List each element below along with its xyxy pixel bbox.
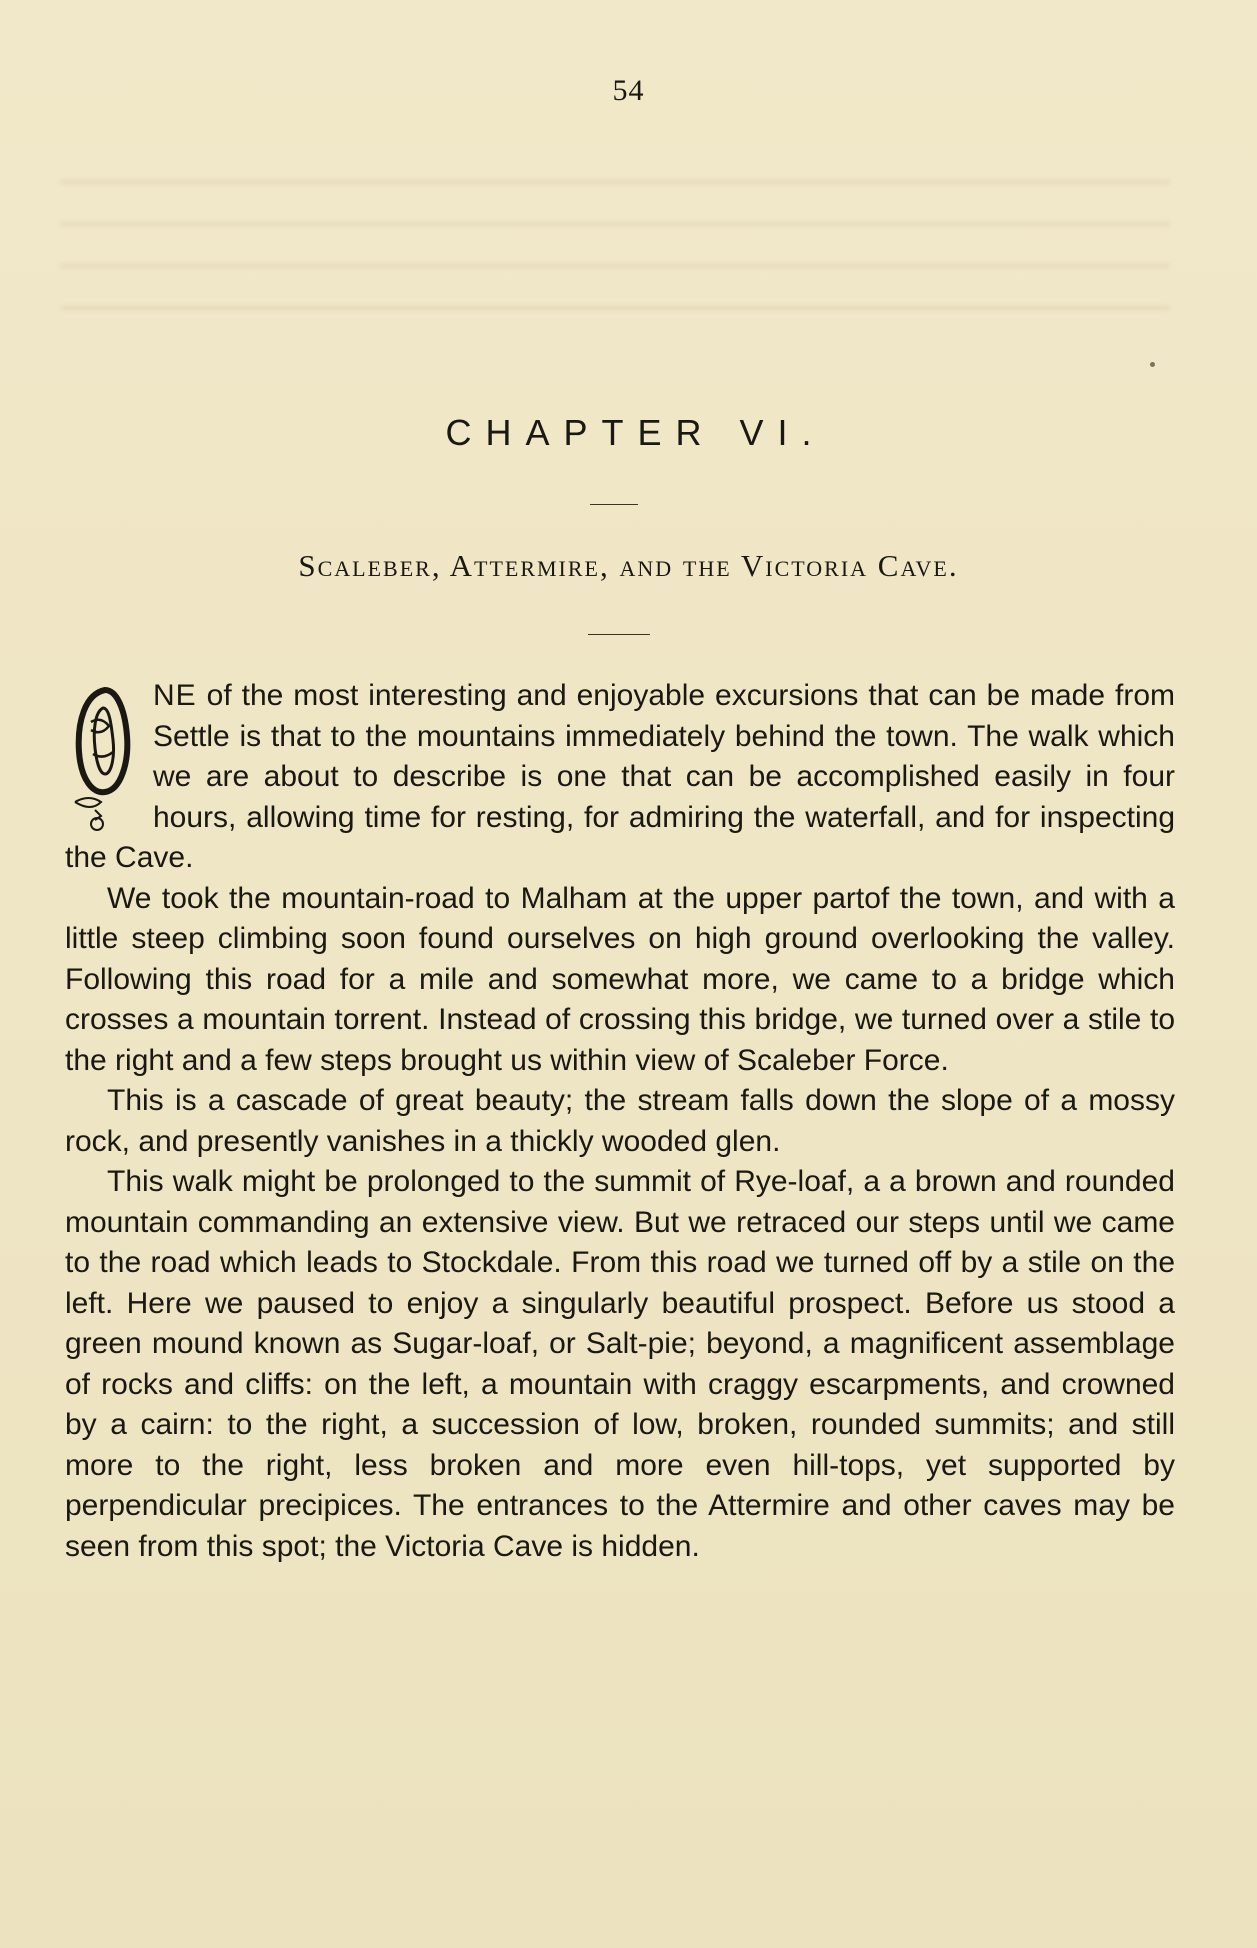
chapter-subtitle: Scaleber, Attermire, and the Victoria Cave.: [298, 548, 959, 583]
paragraph: [65, 676, 1175, 879]
chapter-title: CHAPTER VI.: [445, 412, 826, 453]
divider-rule: [588, 634, 650, 635]
paragraph-text: of the most interesting and enjoyable excursions that can be made from Settle is that to the mountains immediately behind the town. The walk which we are about to describe is one that can be accomplished easily in four hours, allowing time for resting, for admiring the waterfall, and for inspecting the Cave.: [65, 679, 1175, 874]
show-through-text: [60, 150, 1170, 320]
paragraph: We took the mountain-road to Malham at the upper partof the town, and with a little steep climbing soon found ourselves on high ground overlooking the valley. Following this road for a mile and somewhat more, we came to a bridge which crosses a mountain torrent. Instead of crossing this bridge, we turned over a stile to the right and a few steps brought us within view of Scaleber Force.: [65, 881, 1175, 1077]
drop-cap: [65, 682, 139, 834]
page-number: 54: [612, 74, 645, 107]
first-word: NE: [153, 679, 197, 712]
paragraph: This walk might be prolonged to the summit of Rye-loaf, a a brown and rounded mountain commanding an extensive view. But we retraced our steps until we came to the road which leads to Stockdale. From this road we turned off by a stile on the left. Here we paused to enjoy a singularly beautiful prospect. Before us stood a green mound known as Sugar-loaf, or Salt-pie; beyond, a magnificent assemblage of rocks and cliffs: on the left, a mountain with craggy escarpments, and crowned by a cairn: to the right, a succession of low, broken, rounded summits; and still more to the right, less broken and more even hill-tops, yet supported by perpendicular precipices. The entrances to the Attermire and other caves may be seen from this spot; the Victoria Cave is hidden.: [65, 1165, 1175, 1563]
chapter-body: [65, 676, 1175, 1567]
divider-rule: [590, 504, 638, 505]
ink-speck: [1150, 362, 1155, 367]
paragraph: This is a cascade of great beauty; the stream falls down the slope of a mossy rock, and presently vanishes in a thickly wooded glen.: [65, 1084, 1175, 1158]
ornament-icon: [65, 682, 139, 834]
